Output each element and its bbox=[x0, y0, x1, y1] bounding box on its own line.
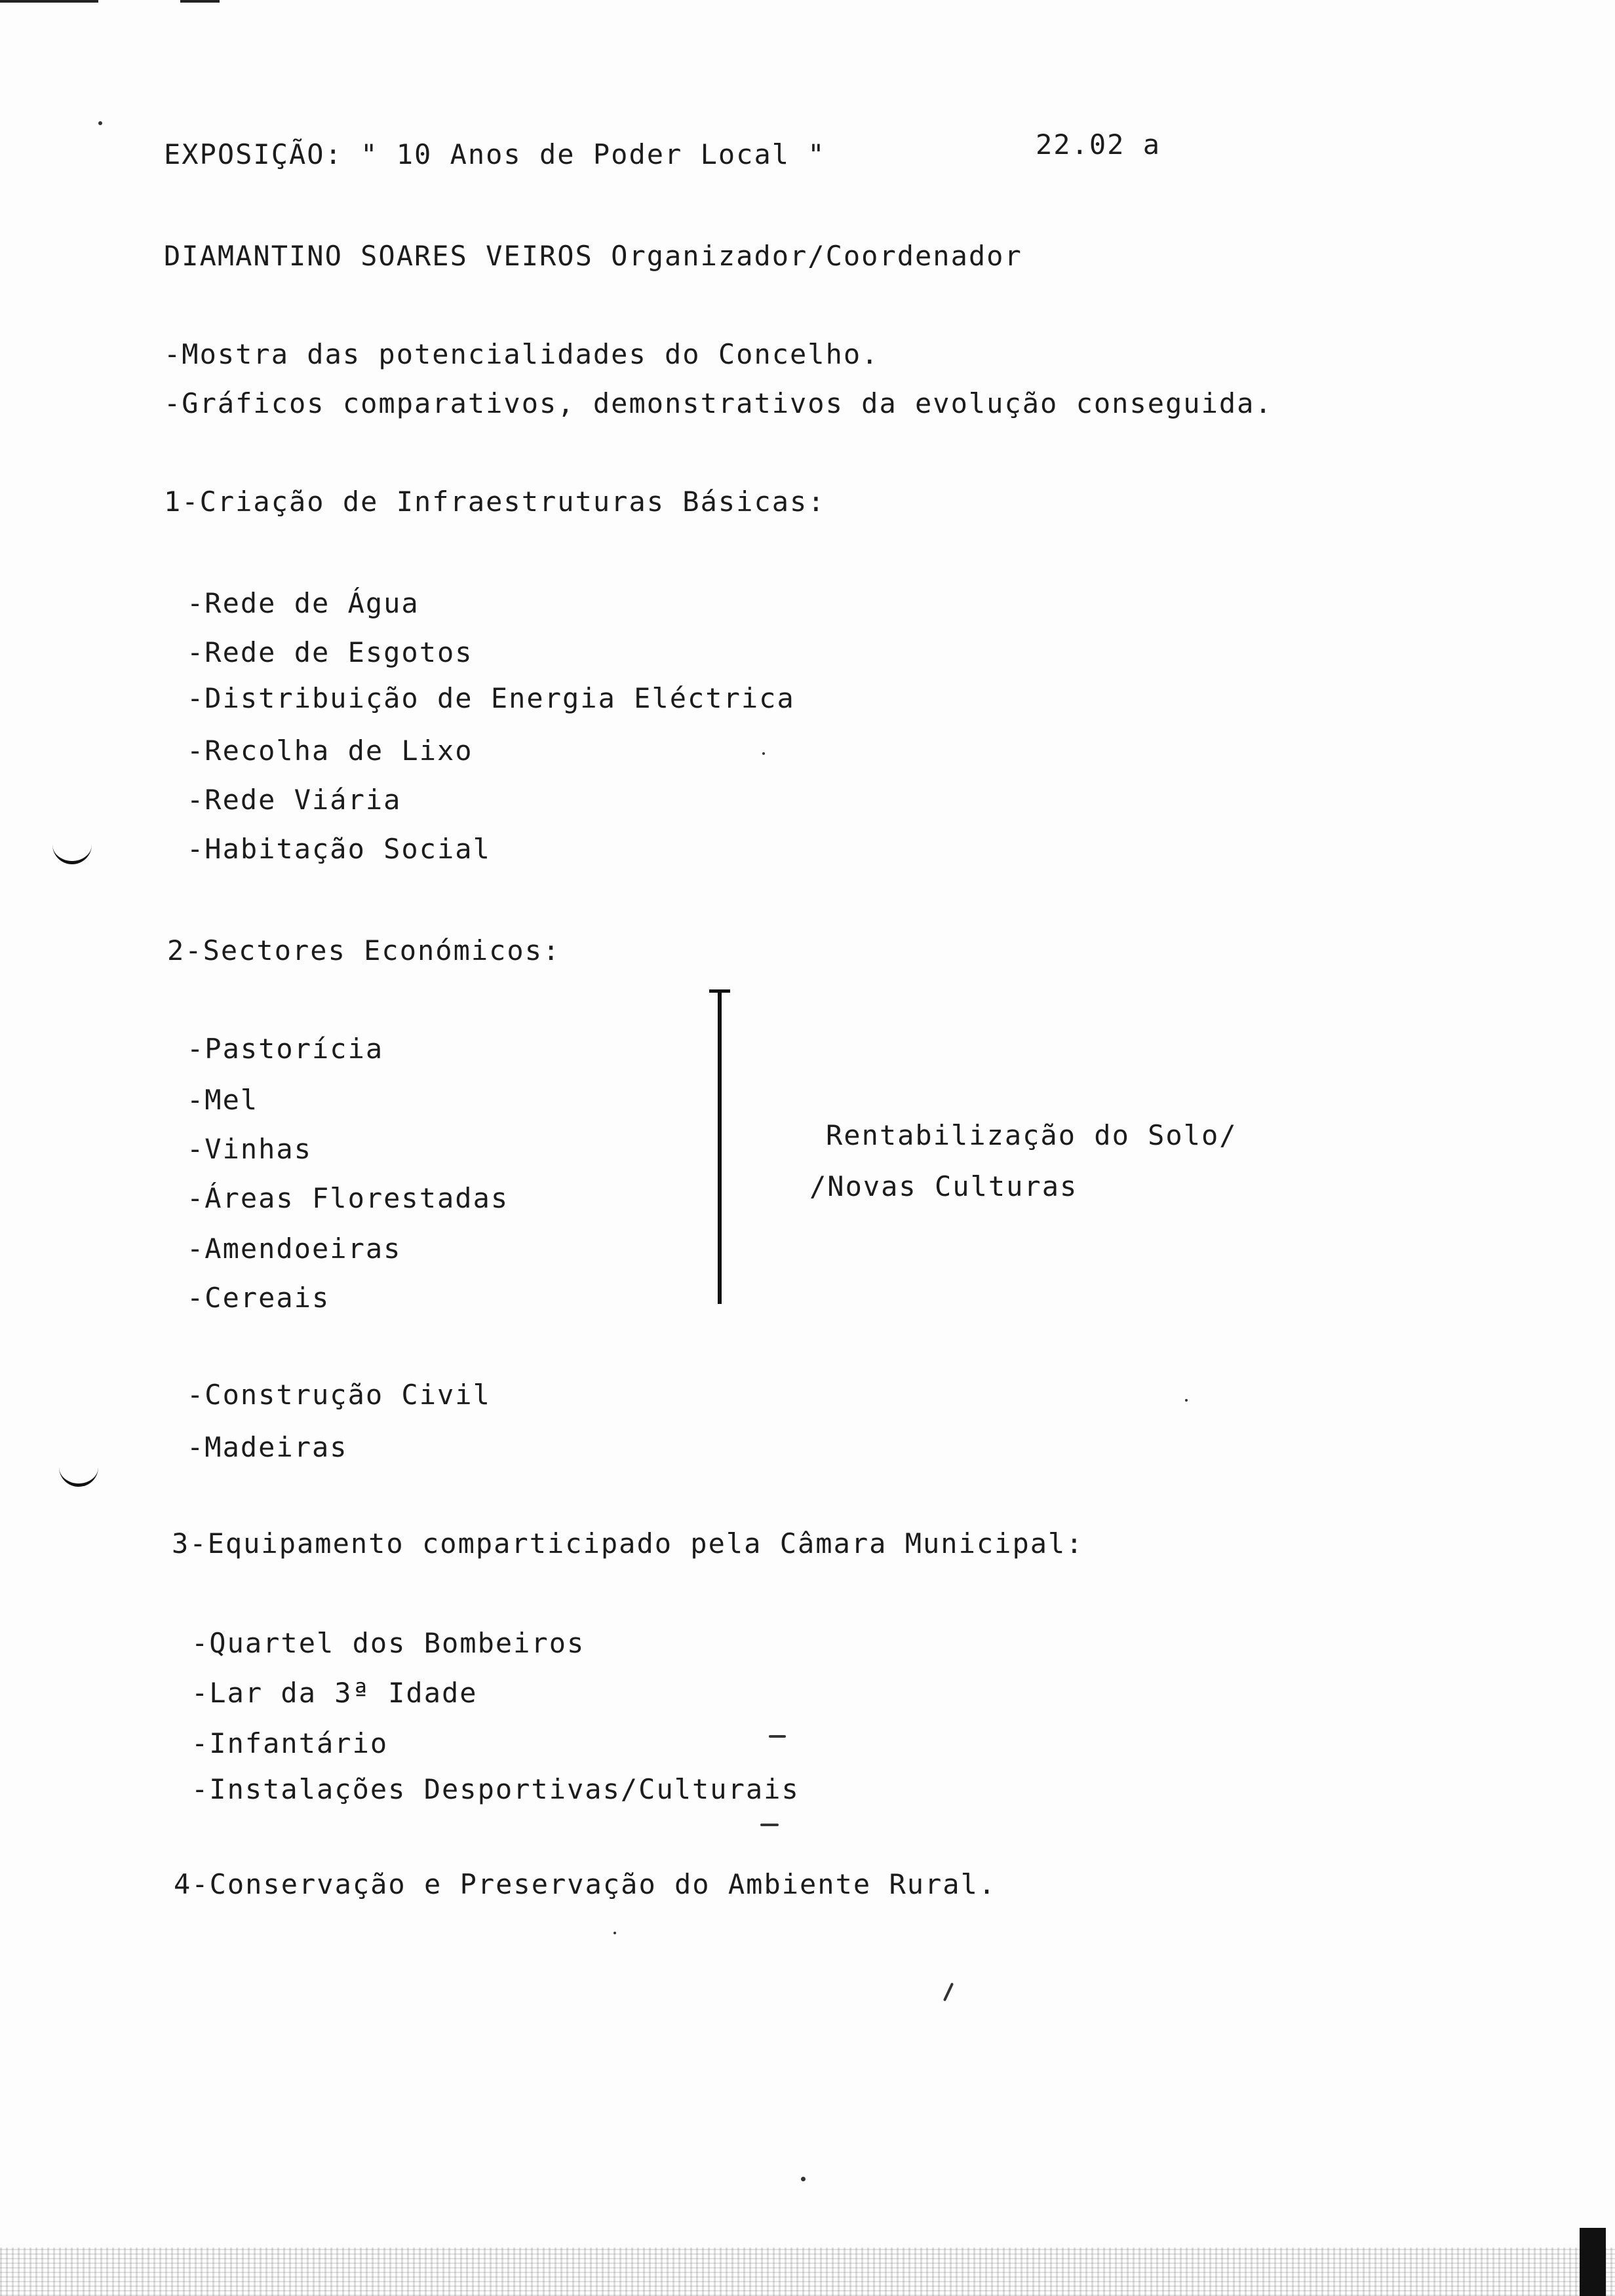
list-item: -Infantário bbox=[191, 1727, 389, 1759]
list-item: -Quartel dos Bombeiros bbox=[191, 1627, 585, 1659]
section-heading: 3-Equipamento comparticipado pela Câmara Municipal: bbox=[172, 1527, 1084, 1559]
section-heading: 4-Conservação e Preservação do Ambiente Rural. bbox=[174, 1868, 997, 1900]
list-item: -Áreas Florestadas bbox=[187, 1182, 509, 1214]
list-item: -Recolha de Lixo bbox=[187, 735, 473, 767]
intro-line: -Gráficos comparativos, demonstrativos da evolução conseguida. bbox=[164, 387, 1273, 419]
punch-hole-mark bbox=[52, 840, 92, 864]
punch-hole-mark bbox=[59, 1463, 98, 1487]
top-edge-mark bbox=[180, 0, 220, 3]
organizer-line: DIAMANTINO SOARES VEIROS Organizador/Coordenador bbox=[164, 240, 1022, 272]
scan-edge-mark bbox=[1580, 2228, 1606, 2296]
list-item: -Lar da 3ª Idade bbox=[191, 1677, 478, 1709]
list-item: -Instalações Desportivas/Culturais bbox=[191, 1773, 800, 1805]
bracket-note: /Novas Culturas bbox=[809, 1170, 1078, 1202]
scan-speck bbox=[760, 1824, 779, 1826]
exhibition-title: EXPOSIÇÃO: " 10 Anos de Poder Local " bbox=[164, 138, 826, 170]
bracket-note: Rentabilização do Solo/ bbox=[826, 1119, 1237, 1151]
document-date: 22.02 a bbox=[1036, 128, 1161, 161]
scan-speck bbox=[801, 2177, 806, 2181]
list-item: -Construção Civil bbox=[187, 1379, 491, 1411]
list-item: -Madeiras bbox=[187, 1431, 348, 1463]
scan-noise-strip bbox=[0, 2248, 1615, 2296]
list-item: -Rede de Esgotos bbox=[187, 636, 473, 668]
list-item: -Pastorícia bbox=[187, 1033, 384, 1065]
scan-speck bbox=[98, 121, 102, 125]
list-item: -Vinhas bbox=[187, 1133, 313, 1165]
scan-speck bbox=[613, 1932, 616, 1934]
scan-speck bbox=[762, 752, 765, 755]
scan-speck bbox=[943, 1983, 954, 2002]
list-item: -Distribuição de Energia Eléctrica bbox=[187, 682, 795, 714]
list-item: -Amendoeiras bbox=[187, 1233, 402, 1265]
top-edge-mark bbox=[0, 0, 98, 3]
section-heading: 1-Criação de Infraestruturas Básicas: bbox=[164, 486, 826, 518]
list-item: -Habitação Social bbox=[187, 833, 491, 865]
list-item: -Rede de Água bbox=[187, 587, 419, 619]
section-heading: 2-Sectores Económicos: bbox=[167, 934, 561, 966]
list-item: -Cereais bbox=[187, 1282, 330, 1314]
list-item: -Rede Viária bbox=[187, 784, 402, 816]
intro-line: -Mostra das potencialidades do Concelho. bbox=[164, 338, 880, 370]
scan-speck bbox=[1185, 1399, 1188, 1402]
scan-speck bbox=[769, 1735, 786, 1738]
grouping-bracket bbox=[718, 989, 722, 1304]
list-item: -Mel bbox=[187, 1084, 259, 1116]
